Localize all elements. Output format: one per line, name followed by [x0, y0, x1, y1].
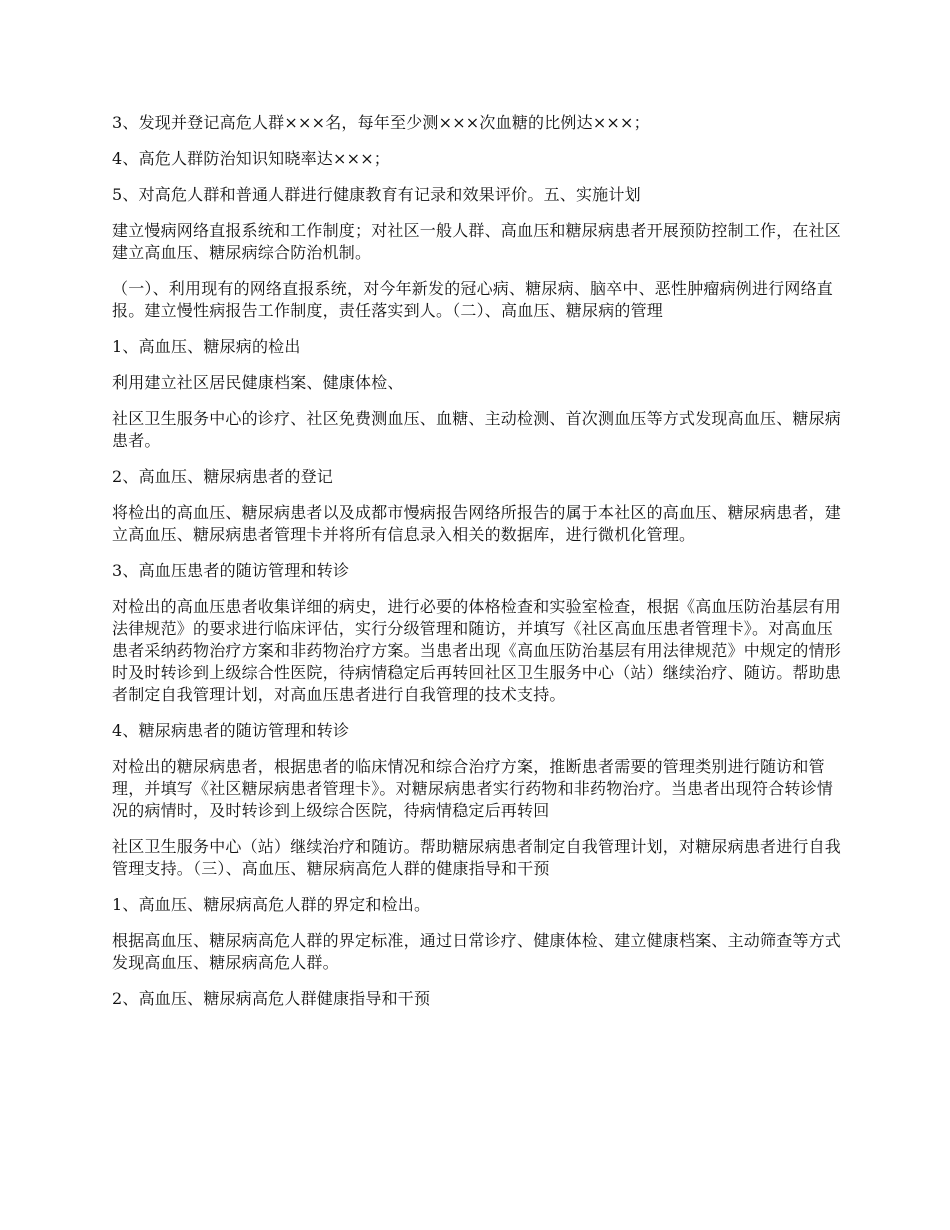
paragraph-goal-5-plan-heading: 5、对高危人群和普通人群进行健康教育有记录和效果评价。五、实施计划	[112, 185, 641, 204]
paragraph-detection-line-2: 社区卫生服务中心的诊疗、社区免费测血压、血糖、主动检测、首次测血压等方式发现高血压、糖尿病患者。	[112, 409, 842, 450]
document-page	[112, 112, 842, 1024]
paragraph-high-risk-guidance-heading: 2、高血压、糖尿病高危人群健康指导和干预	[112, 989, 431, 1008]
paragraph-goal-4: 4、高危人群防治知识知晓率达×××；	[112, 149, 390, 168]
paragraph-diabetes-followup-continued: 社区卫生服务中心（站）继续治疗和随访。帮助糖尿病患者制定自我管理计划，对糖尿病患者进行自我管理支持。（三）、高血压、糖尿病高危人群的健康指导和干预	[112, 837, 842, 878]
paragraph-plan-intro: 建立慢病网络直报系统和工作制度；对社区一般人群、高血压和糖尿病患者开展预防控制工作，在社区建立高血压、糖尿病综合防治机制。	[112, 221, 842, 262]
paragraph-registration-body: 将检出的高血压、糖尿病患者以及成都市慢病报告网络所报告的属于本社区的高血压、糖尿病患者，建立高血压、糖尿病患者管理卡并将所有信息录入相关的数据库，进行微机化管理。	[112, 503, 842, 544]
paragraph-diabetes-followup-heading: 4、糖尿病患者的随访管理和转诊	[112, 721, 350, 740]
paragraph-detection-line-1: 利用建立社区居民健康档案、健康体检、	[112, 373, 404, 392]
paragraph-high-risk-definition-body: 根据高血压、糖尿病高危人群的界定标准，通过日常诊疗、健康体检、建立健康档案、主动筛查等方式发现高血压、糖尿病高危人群。	[112, 931, 842, 972]
paragraph-high-risk-definition-heading: 1、高血压、糖尿病高危人群的界定和检出。	[112, 895, 431, 914]
paragraph-hypertension-followup-heading: 3、高血压患者的随访管理和转诊	[112, 561, 350, 580]
paragraph-detection-heading: 1、高血压、糖尿病的检出	[112, 337, 301, 356]
paragraph-hypertension-followup-body: 对检出的高血压患者收集详细的病史，进行必要的体格检查和实验室检查，根据《高血压防治基层有用法律规范》的要求进行临床评估，实行分级管理和随访，并填写《社区高血压患者管理卡》。对高血压患者采纳药物治疗方案和非药物治疗方案。当患者出现《高血压防治基层有用法律规范》中规定的情形时及时转诊到上级综合性医院，待病情稳定后再转回社区卫生服务中心（站）继续治疗、随访。帮助患者制定自我管理计划，对高血压患者进行自我管理的技术支持。	[112, 597, 842, 704]
paragraph-goal-3: 3、发现并登记高危人群×××名，每年至少测×××次血糖的比例达×××；	[112, 113, 650, 132]
paragraph-section-1-2: （一）、利用现有的网络直报系统，对今年新发的冠心病、糖尿病、脑卒中、恶性肿瘤病例进行网络直报。建立慢性病报告工作制度，责任落实到人。（二）、高血压、糖尿病的管理	[112, 279, 834, 320]
paragraph-registration-heading: 2、高血压、糖尿病患者的登记	[112, 467, 333, 486]
paragraph-diabetes-followup-body: 对检出的糖尿病患者，根据患者的临床情况和综合治疗方案，推断患者需要的管理类别进行随访和管理，并填写《社区糖尿病患者管理卡》。对糖尿病患者实行药物和非药物治疗。当患者出现符合转诊情况的病情时，及时转诊到上级综合医院，待病情稳定后再转回	[112, 757, 834, 820]
